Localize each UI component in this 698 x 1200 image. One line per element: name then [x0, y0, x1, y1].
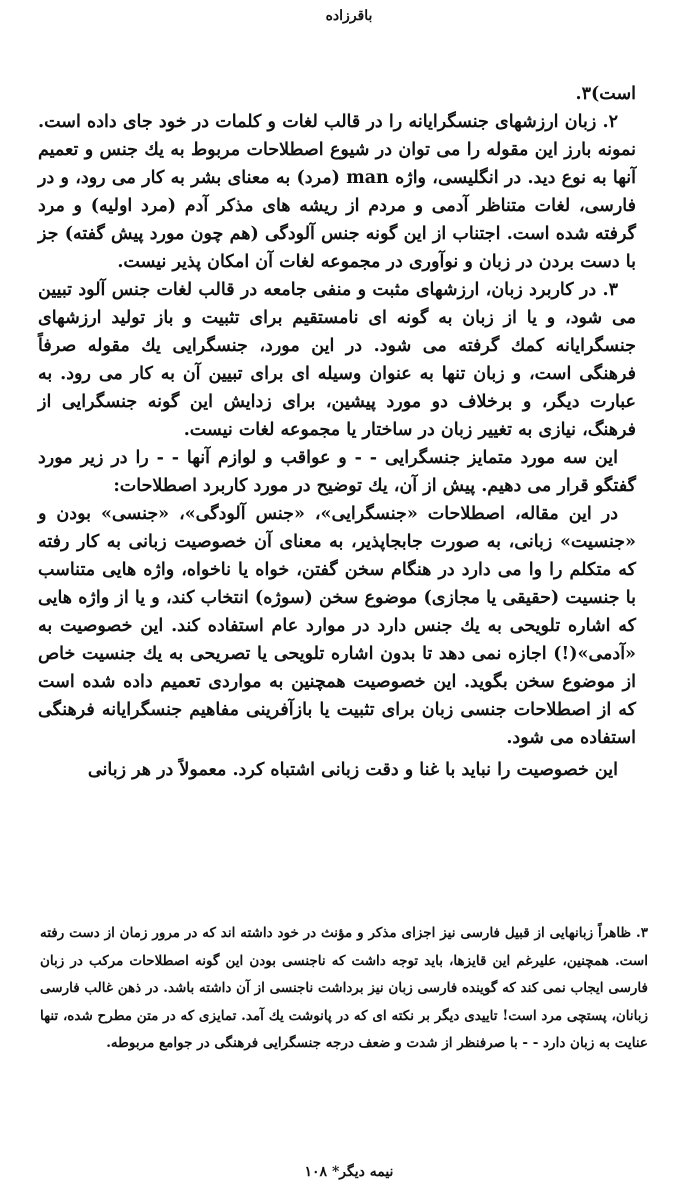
paragraph-point-2: ۲. زبان ارزشهای جنسگرایانه را در قالب لغات و کلمات در خود جای داده است. نمونه بارز این مقوله را می توان در شیوع اصطلاحات مربوط به یك جنس و تعمیم آنها به نوع دید. در انگلیسی، واژه man (مرد) به معنای بشر به کار می رود، و در فارسی، لغات متناظر آدمی و مردم از ریشه های مذکر آدم (مرد اولیه) و مرد گرفته شده است. اجتناب از این گونه جنس آلودگی (هم چون مورد پیش گفته) جز با دست بردن در زبان و نوآوری در مجموعه لغات آن امکان پذیر نیست.	[38, 112, 636, 272]
footnote-section	[40, 920, 648, 1058]
page-footer: نیمه دیگر* ۱۰۸	[304, 1164, 394, 1180]
paragraph-discussion-intro: این سه مورد متمایز جنسگرایی - - و عواقب و لوازم آنها - - را در زیر مورد گفتگو قرار می دهیم. پیش از آن، یك توضیح در مورد کاربرد اصطلاحات:	[38, 448, 636, 496]
paragraph-continuation: است)۳.	[575, 84, 636, 104]
footnote-3: ۳. ظاهراً زبانهایی از قبیل فارسی نیز اجزای مذکر و مؤنث در خود داشته اند که در مرور زمان از دست رفته است. همچنین، علیرغم این قایزها، باید توجه داشت که ناجنسی بودن این گونه اصطلاحات مرکب در زبان فارسی ایجاب نمی کند که گوینده فارسی زبان نیز برداشت ناجنسی از آن داشته باشد. در ذهن غالب فارسی زبانان، پستچی مرد است! تاییدی دیگر بر نکته ای که در پانوشت یك آمد. تمایزی که در متن مطرح شده، تنها عنایت به زبان دارد - - با صرفنظر از شدت و ضعف درجه جنسگرایی فرهنگی در جوامع مربوطه.	[40, 925, 648, 1051]
paragraph-terminology: در این مقاله، اصطلاحات «جنسگرایی»، «جنس آلودگی»، «جنسی» بودن و «جنسیت» زبانی، به صورت جابجاپذیر، به معنای آن خصوصیت زبانی به کار رفته که متکلم را وا می دارد در هنگام سخن گفتن، خواه یا ناخواه، واژه هایی متناسب با جنسیت (حقیقی یا مجازی) موضوع سخن (سوژه) انتخاب کند، و یا از واژه هایی که اشاره تلویحی به یك جنس دارد در موارد عام استفاده کند. این خصوصیت به «آدمی»(!) اجازه نمی دهد تا بدون اشاره تلویحی یا تصریحی به یك جنسیت خاص از موضوع سخن بگوید. این خصوصیت همچنین به مواردی تعمیم داده شده است که از اصطلاحات جنسی زبان برای تثبیت یا بازآفرینی مفاهیم جنسگرایانه فرهنگی استفاده می شود.	[38, 504, 636, 748]
paragraph-point-3: ۳. در کاربرد زبان، ارزشهای مثبت و منفی جامعه در قالب لغات جنس آلود تبیین می شود، و یا از زبان به گونه ای نامستقیم برای تثبیت و باز تولید ارزشهای جنسگرایانه کمك گرفته می شود. در این مورد، جنسگرایی یك مقوله صرفاً فرهنگی است، و زبان تنها به عنوان وسیله ای برای تبیین آن به کار می رود. به عبارت دیگر، و برخلاف دو مورد پیشین، برای زدایش این گونه جنسگرایی از فرهنگ، نیازی به تغییر زبان در ساختار یا مجموعه لغات نیست.	[38, 280, 636, 440]
running-header-author: باقرزاده	[325, 8, 373, 24]
paragraph-closing: این خصوصیت را نباید با غنا و دقت زبانی اشتباه کرد. معمولاً در هر زبانی	[87, 760, 618, 780]
main-text-body	[38, 80, 636, 784]
